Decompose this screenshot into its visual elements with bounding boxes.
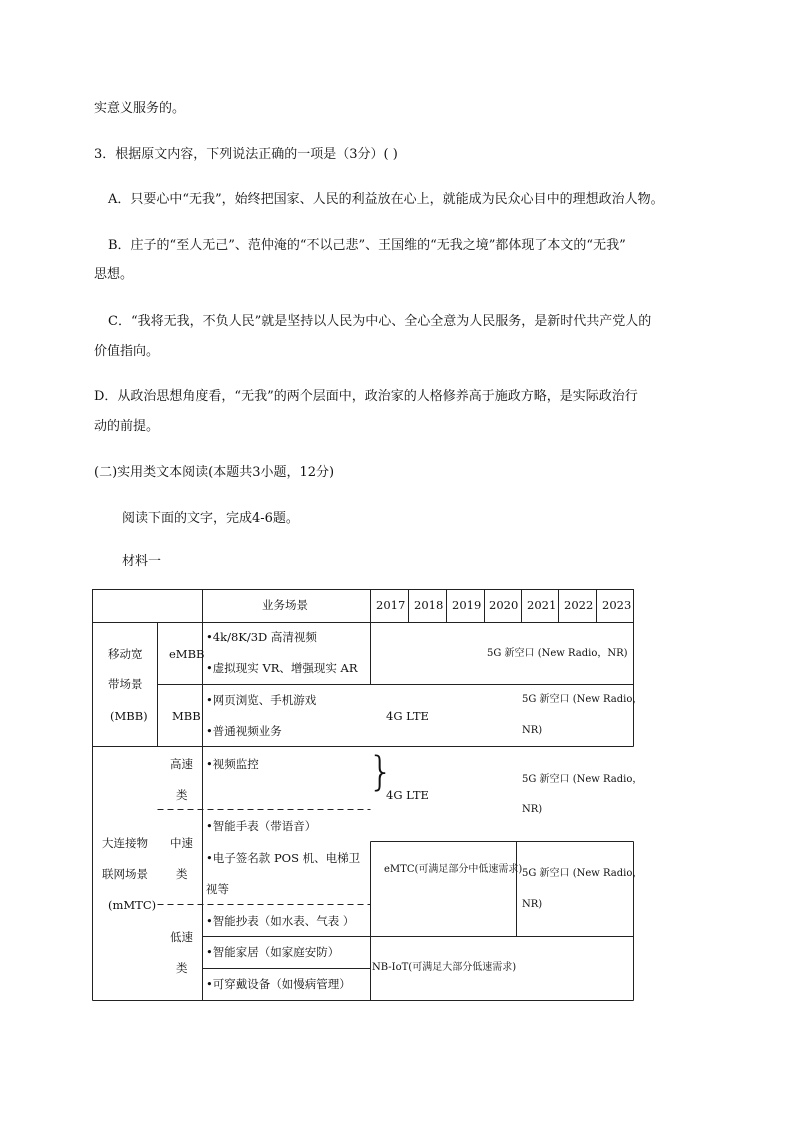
text-line-1: 实意义服务的。 [94,101,186,116]
section-heading: (二)实用类文本阅读(本题共3小题，12分) [94,465,335,480]
option-c-line1: C．“我将无我，不负人民”就是坚持以人民为中心、全心全意为人民服务，是新时代共产党人的 [108,314,652,329]
lte-label-mbb: 4G LTE [386,709,429,723]
low-speed-label-2: 类 [176,961,188,975]
instruction: 阅读下面的文字，完成4-6题。 [122,511,299,526]
low-speed-item-1: •智能抄表（如水表、气表 ） [206,914,355,928]
year-2022: 2022 [564,598,594,612]
mbb-sub-label: MBB [172,709,201,723]
nr-iot-mid-b: NR) [522,899,543,910]
year-2018: 2018 [414,598,444,612]
mbb-label-3: (MBB) [110,709,148,723]
option-c-line2: 价值指向。 [94,344,160,359]
low-speed-item-3: •可穿戴设备（如慢病管理） [206,977,351,991]
high-speed-item: •视频监控 [206,757,259,771]
nr-iot-mid-a: 5G 新空口 (New Radio， [522,868,643,879]
year-2021: 2021 [527,598,557,612]
mbb-label-1: 移动宽 [108,647,143,661]
mbb-item-1: •网页浏览、手机游戏 [206,693,317,707]
nr-iot-high-a: 5G 新空口 (New Radio， [522,774,643,785]
option-a: A．只要心中“无我”，始终把国家、人民的利益放在心上，就能成为民众心目中的理想政治人物。 [108,192,664,207]
nr-mbb-b: NR) [522,725,543,736]
mbb-item-2: •普通视频业务 [206,724,282,738]
option-b-line1: B．庄子的“至人无己”、范仲淹的“不以己悲”、王国维的“无我之境”都体现了本文的“无我” [108,238,626,253]
mid-speed-label-2: 类 [176,867,188,881]
mbb-label-2: 带场景 [108,677,143,691]
header-business-scenario: 业务场景 [262,598,308,612]
nr-full-label: 5G 新空口 (New Radio，NR) [487,648,628,659]
mid-speed-item-1: •智能手表（带语音） [206,819,317,833]
year-2017: 2017 [376,598,406,612]
iot-label-3: (mMTC) [108,898,157,912]
embb-label: eMBB [169,647,205,661]
emtc-label: eMTC(可满足部分中低速需求) [384,864,523,875]
year-2019: 2019 [452,598,482,612]
nr-iot-high-b: NR) [522,804,543,815]
iot-label-1: 大连接物 [102,836,148,850]
option-b-line2: 思想。 [94,267,134,282]
mid-speed-item-3: 视等 [206,882,229,896]
low-speed-item-2: •智能家居（如家庭安防） [206,945,340,959]
question-3: 3．根据原文内容，下列说法正确的一项是（3分）( ) [94,147,398,162]
mid-speed-item-2: •电子签名款 POS 机、电梯卫 [206,851,361,865]
embb-item-2: •虚拟现实 VR、增强现实 AR [206,661,358,675]
year-2023: 2023 [602,598,632,612]
nr-mbb-a: 5G 新空口 (New Radio， [522,694,643,705]
year-2020: 2020 [489,598,519,612]
material-label: 材料一 [122,554,162,569]
lte-label-iot: 4G LTE [386,788,429,802]
nbiot-label: NB-IoT(可满足大部分低速需求) [372,962,517,973]
high-speed-label-2: 类 [176,788,188,802]
option-d-line1: D．从政治思想角度看，“无我”的两个层面中，政治家的人格修养高于施政方略，是实际政治行 [94,389,638,404]
mid-speed-label-1: 中速 [170,836,193,850]
low-speed-label-1: 低速 [170,930,193,944]
option-d-line2: 动的前提。 [94,419,160,434]
high-speed-label-1: 高速 [170,757,193,771]
iot-label-2: 联网场景 [102,867,148,881]
brace-icon: } [368,749,394,795]
embb-item-1: •4k/8K/3D 高清视频 [206,630,317,644]
